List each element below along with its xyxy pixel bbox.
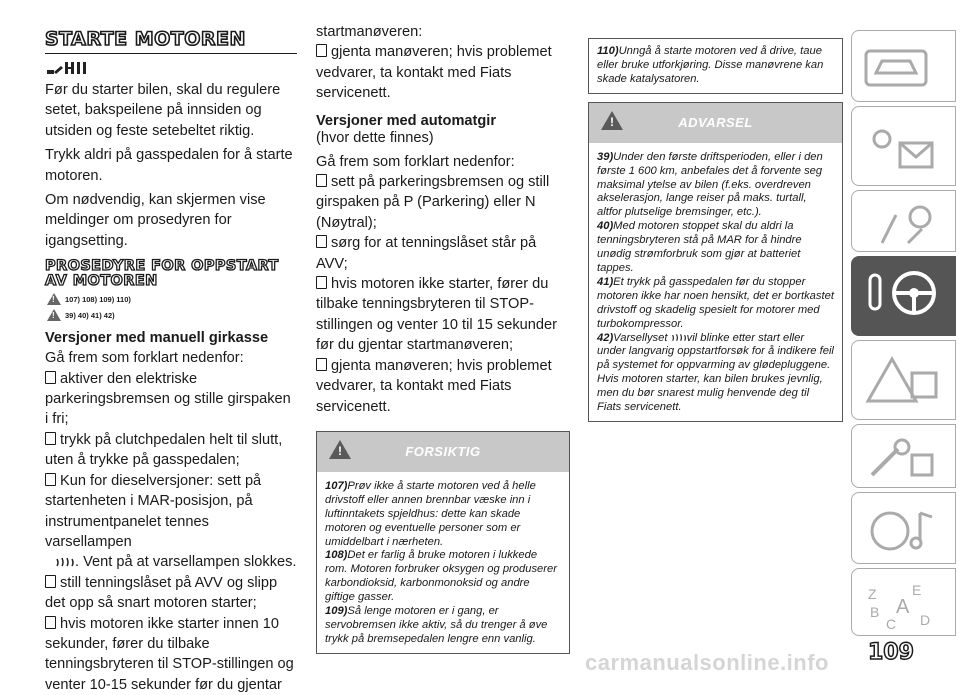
column-3 — [588, 38, 843, 422]
multimedia-icon — [862, 505, 942, 557]
svg-text:Z: Z — [868, 586, 877, 602]
page-title: STARTE MOTOREN — [45, 28, 297, 54]
step-item: Kun for dieselversjoner: sett på startenheten i MAR-posisjon, på instrumentpanelet tennes varsellampen . Vent på at varsellampen slokkes. — [45, 472, 297, 571]
manual-section-title: Versjoner med manuell girkasse — [45, 330, 269, 347]
intro-paragraph: Om nødvendig, kan skjermen vise meldinger om prosedyren for igangsetting. — [45, 192, 266, 249]
warning-note: 39)Under den første driftsperioden, eller i den første 1 600 km, anbefales det å forvente seg maksimal ytelse av bilen (f.eks. overdreven akselerasjon, lange reiser på maks. turtall, altfor plutselige bremsinger, etc.). — [597, 150, 823, 219]
lead-text: Gå frem som forklart nedenfor: — [316, 153, 515, 170]
caution-continued-box — [588, 38, 843, 94]
tab-dashboard[interactable] — [851, 30, 956, 102]
caution-triangle-icon — [47, 293, 61, 305]
step-item: hvis motoren ikke starter innen 10 sekunder, fører du tilbake tenningsbryteren til STOP-stillingen og venter 10-15 sekunder før du gjentar — [45, 614, 297, 695]
glow-plug-icon — [55, 557, 75, 567]
caution-note: 109)Så lenge motoren er i gang, er servobremsen ikke aktiv, så du trenger å øve trykk på bremsepedalen lengre enn vanlig. — [325, 605, 548, 645]
tab-lights[interactable] — [851, 106, 956, 186]
warning-refs: ! 39) 40) 41) 42) — [47, 309, 297, 321]
warning-triangle-icon — [601, 111, 623, 130]
step-item: gjenta manøveren; hvis problemet vedvarer, ta kontakt med Fiats servicenett. — [316, 42, 570, 103]
column-2 — [316, 22, 570, 654]
glow-plug-icon — [671, 333, 687, 342]
caution-box — [316, 431, 570, 654]
intro-paragraph: Før du starter bilen, skal du regulere setet, bakspeilene på innsiden og utsiden og feste setebeltet riktig. — [45, 82, 281, 139]
step-item: sørg for at tenningslåset står på AVV; — [316, 233, 570, 274]
caution-refs: ! 107) 108) 109) 110) — [47, 293, 297, 305]
warning-note: 40)Med motoren stoppet skal du aldri la tenningsbryteren stå på MAR for å hindre unødig strømforbruk som gjør at batteriet tappes. — [597, 220, 802, 274]
section-heading: PROSEDYRE FOR OPPSTART AV MOTOREN — [45, 258, 279, 290]
tab-maintenance[interactable] — [851, 424, 956, 488]
warning-note: 42)Varsellyset vil blinke etter start eller under langvarig oppstartforsøk for å indikere feil på systemet for oppvarming av glødepluggene. Hvis motoren starter, kan bilen brukes jevnlig, men du bør snarest mulig henvende deg til Fiats servicenett. — [597, 331, 834, 414]
svg-text:B: B — [870, 604, 880, 620]
step-item: aktiver den elektriske parkeringsbremsen og stille girspaken i fri; — [45, 369, 297, 430]
caution-note: 108)Det er farlig å bruke motoren i lukkede rom. Motoren forbruker oksygen og produserer karbondioksid, karbonmonoksid og andre giftige gasser. — [325, 549, 557, 604]
caution-note: 107)Prøv ikke å starte motoren ved å helle drivstoff eller annen brennbar væske inn i luftinntakets spjeldhus: dette kan skade motoren og eventuelle personer som er umiddelbart i nærheten. — [325, 479, 536, 548]
lights-mail-icon — [862, 119, 942, 179]
lead-text: Gå frem som forklart nedenfor: — [45, 350, 244, 367]
continued-text: startmanøveren: — [316, 24, 423, 40]
chapter-sidebar — [851, 30, 956, 640]
step-item: hvis motoren ikke starter, fører du tilbake tenningsbryteren til STOP-stillingen og venter 10 til 15 sekunder før du gjentar startmanøveren; — [316, 274, 570, 356]
warning-note: 41)Et trykk på gasspedalen før du stopper motoren ikke har noen hensikt, det er bortkastet drivstoff og skadelig spesielt for motorer med turbokompressor. — [597, 275, 834, 330]
page-number: 109 — [868, 640, 914, 665]
manual-gearbox-icon — [45, 60, 297, 76]
auto-section-title: Versjoner med automatgir — [316, 112, 497, 129]
wrench-service-icon — [862, 437, 942, 481]
tab-multimedia[interactable] — [851, 492, 956, 564]
warning-triangle-icon — [47, 309, 61, 321]
tab-starting-driving[interactable] — [851, 256, 956, 336]
warning-triangle-icon — [329, 440, 351, 459]
column-1 — [45, 28, 297, 695]
watermark: carmanualsonline.info — [585, 650, 829, 675]
caution-note: 110)Unngå å starte motoren ved å drive, taue eller bruke utforkjøring. Disse manøvrene kan skade katalysatoren. — [597, 45, 824, 85]
warning-box — [588, 102, 843, 422]
step-item: still tenningslåset på AVV og slipp det opp så snart motoren starter; — [45, 573, 297, 614]
tab-index[interactable] — [851, 568, 956, 636]
warning-breakdown-icon — [862, 353, 942, 409]
svg-text:E: E — [912, 582, 922, 598]
warning-header: ! ADVARSEL — [589, 103, 842, 143]
alphabet-index-icon — [862, 581, 942, 631]
svg-text:D: D — [920, 612, 931, 628]
key-steering-wheel-icon — [862, 269, 947, 325]
caution-header: ! FORSIKTIG — [317, 432, 569, 472]
auto-section-subtitle: (hvor dette finnes) — [316, 129, 434, 146]
svg-text:C: C — [886, 616, 897, 632]
tab-safety[interactable] — [851, 190, 956, 252]
svg-text:A: A — [896, 596, 910, 618]
step-item: sett på parkeringsbremsen og still girspaken på P (Parkering) eller N (Nøytral); — [316, 172, 570, 233]
tab-emergency[interactable] — [851, 340, 956, 420]
step-item: trykk på clutchpedalen helt til slutt, uten å trykke på gasspedalen; — [45, 430, 297, 471]
seatbelt-airbag-icon — [862, 203, 942, 247]
step-item: gjenta manøveren; hvis problemet vedvarer, ta kontakt med Fiats servicenett. — [316, 356, 570, 417]
car-dashboard-icon — [862, 43, 932, 91]
intro-paragraph: Trykk aldri på gasspedalen for å starte motoren. — [45, 147, 293, 184]
